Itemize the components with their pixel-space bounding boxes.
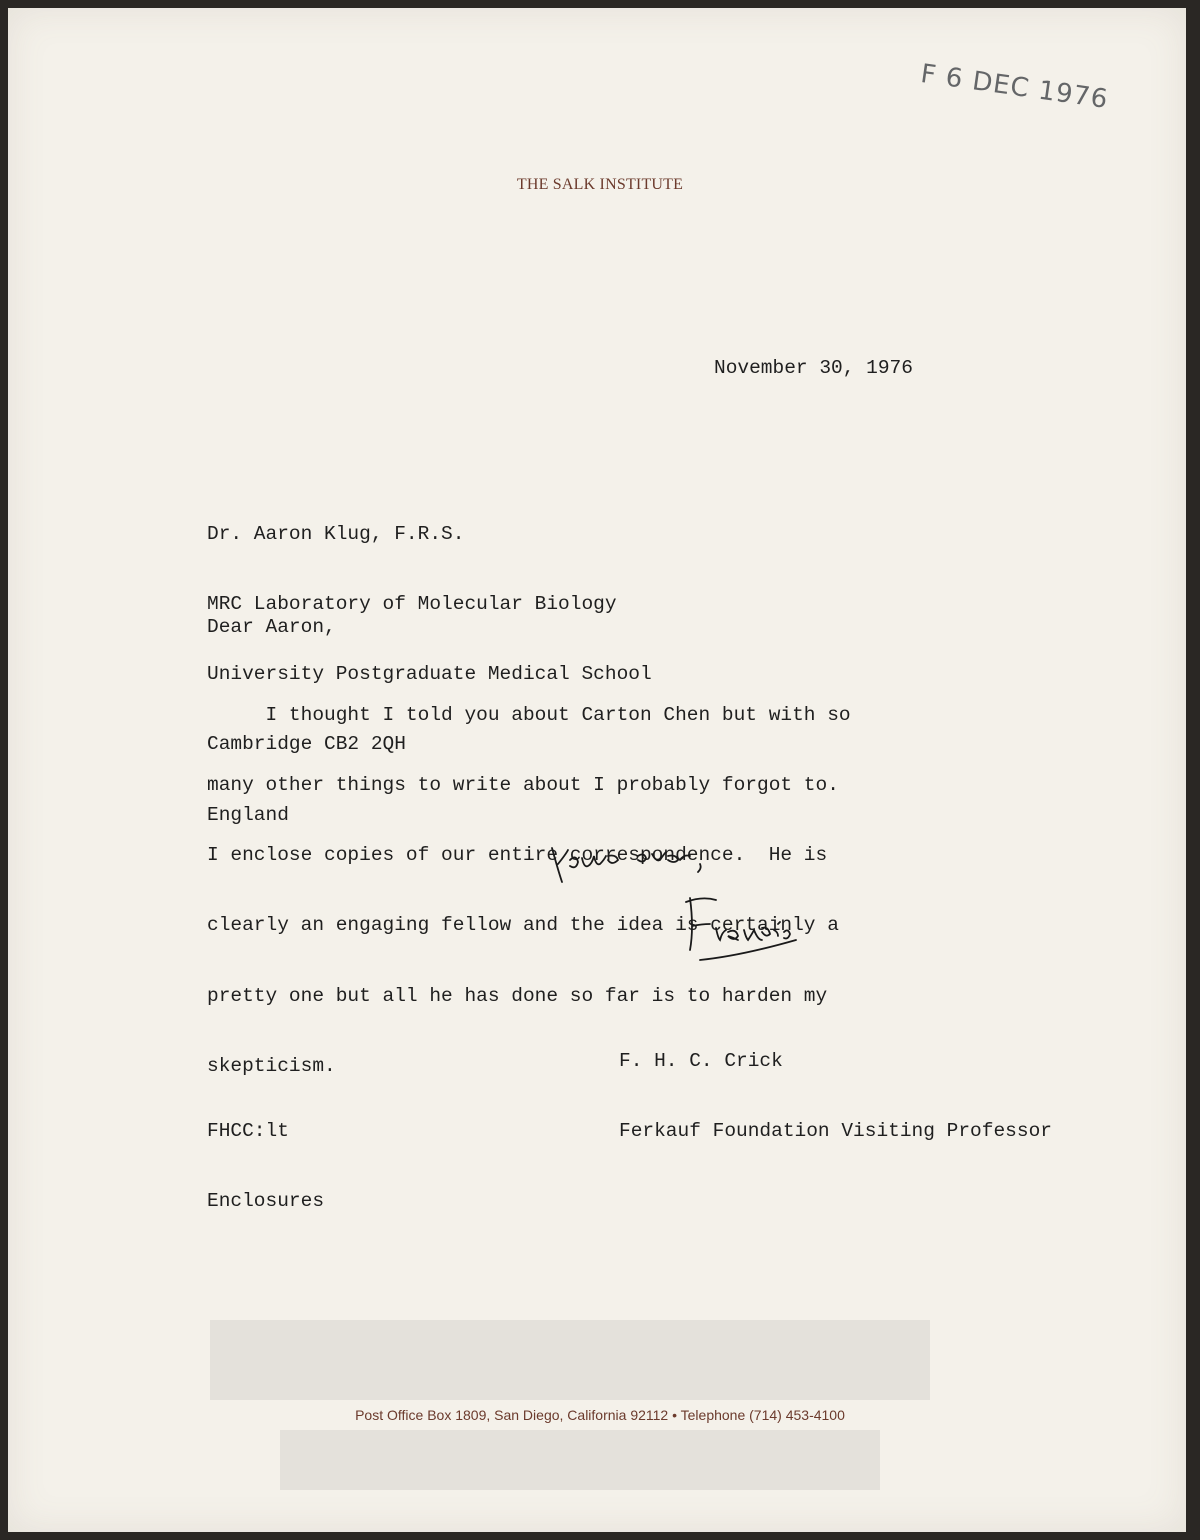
body-line: pretty one but all he has done so far is to harden my: [207, 984, 828, 1007]
address-line: Dr. Aaron Klug, F.R.S.: [207, 522, 465, 545]
letterhead-footer: Post Office Box 1809, San Diego, California 92112 • Telephone (714) 453-4100: [355, 1407, 845, 1423]
signer-title: Ferkauf Foundation Visiting Professor: [619, 1120, 1052, 1143]
typist-reference: FHCC:lt: [207, 1119, 289, 1142]
body-line: I thought I told you about Carton Chen but with so: [207, 703, 851, 726]
address-line: Cambridge CB2 2QH: [207, 733, 406, 756]
signature-block: [619, 1003, 1052, 1167]
enclosures-note: Enclosures: [207, 1190, 325, 1213]
signature-handwriting: [686, 898, 796, 960]
received-date-stamp: F 6 DEC 1976: [918, 58, 1111, 116]
body-line: I enclose copies of our entire correspondence. He is: [207, 844, 828, 867]
address-line: University Postgraduate Medical School: [207, 663, 652, 686]
handwriting-drawing: [540, 820, 840, 980]
handwritten-signature: [540, 820, 840, 980]
letter-date: November 30, 1976: [714, 357, 913, 379]
letterhead: THE SALK INSTITUTE: [516, 176, 684, 193]
reference-block: [207, 1073, 324, 1237]
address-line: England: [207, 803, 289, 826]
body-line: many other things to write about I probably forgot to.: [207, 774, 839, 797]
body-line: skepticism.: [207, 1054, 336, 1077]
signer-name: F. H. C. Crick: [619, 1049, 783, 1072]
closing-handwriting: [552, 848, 701, 882]
address-line: MRC Laboratory of Molecular Biology: [207, 593, 617, 616]
body-line: clearly an engaging fellow and the idea is certainly a: [207, 914, 839, 937]
salutation: Dear Aaron,: [207, 616, 336, 638]
